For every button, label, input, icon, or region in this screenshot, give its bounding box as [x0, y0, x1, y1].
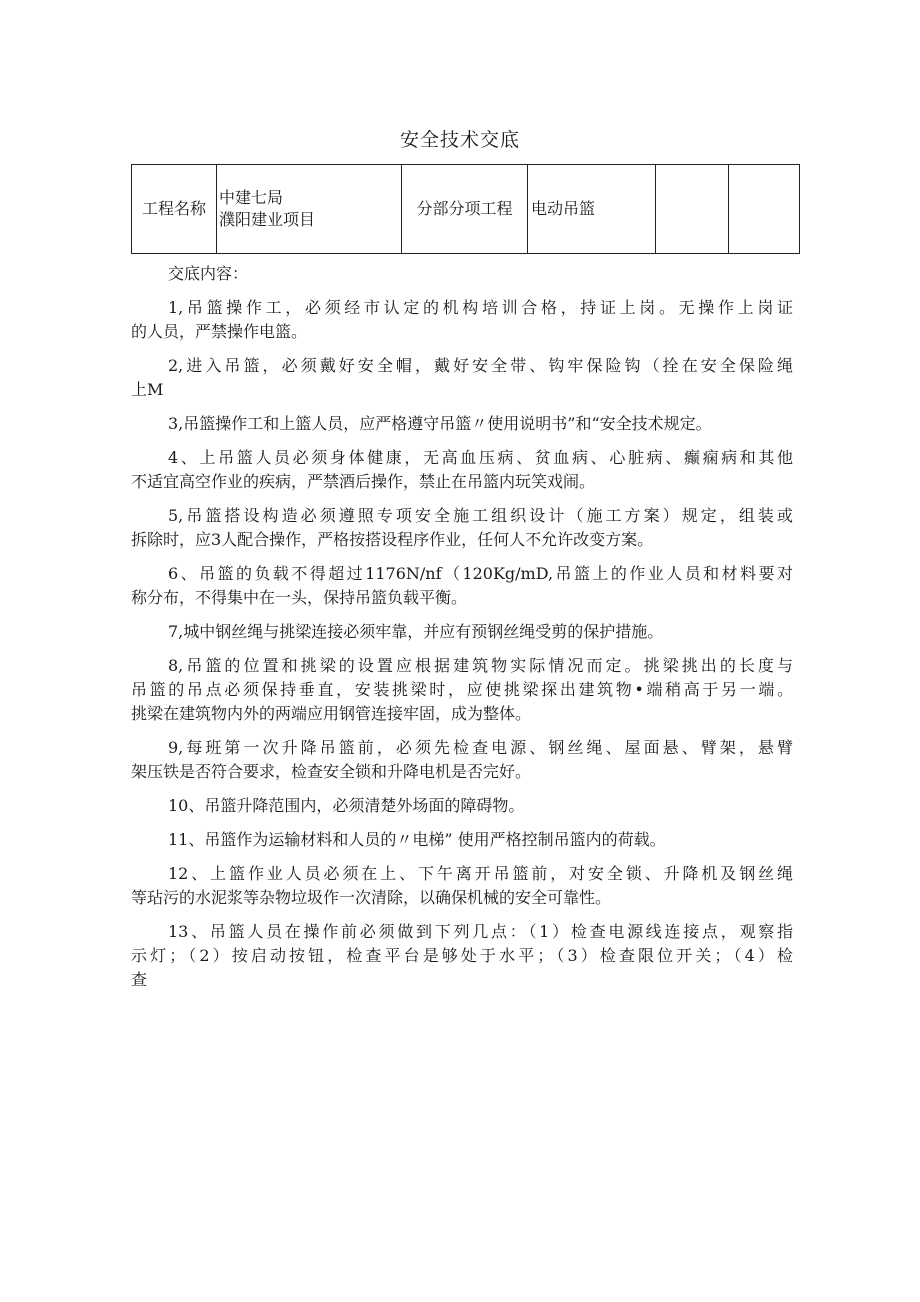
item-line: 示灯；（2）按启动按钮，检查平台是够处于水平；（3）检查限位开关；（4）检	[131, 946, 793, 965]
project-info-table	[131, 164, 800, 254]
item-line: 3,吊篮操作工和上篮人员，应严格遵守吊篮〃使用说明书”和“安全技术规定。	[168, 414, 712, 433]
list-item	[131, 794, 793, 818]
empty-cell-2	[729, 165, 800, 254]
list-item	[131, 504, 793, 552]
division-value: 电动吊篮	[528, 165, 656, 254]
item-line: 上M	[131, 380, 164, 399]
item-line: 架压铁是否符合要求，检查安全锁和升降电机是否完好。	[131, 762, 532, 781]
list-item	[131, 446, 793, 494]
division-label: 分部分项工程	[402, 165, 528, 254]
item-line: 13、吊篮人员在操作前必须做到下列几点：（1）检查电源线连接点，观察指	[168, 922, 793, 941]
item-line: 等玷污的水泥浆等杂物垃圾作一次清除，以确保机械的安全可靠性。	[131, 888, 612, 907]
item-line: 6、吊篮的负载不得超过1176N/nf（120Kg/mD,吊篮上的作业人员和材料要对	[168, 564, 793, 583]
item-line: 10、吊篮升降范围内，必须清楚外场面的障碍物。	[168, 796, 525, 815]
item-line: 5,吊篮搭设构造必须遵照专项安全施工组织设计（施工方案）规定，组装或	[168, 506, 793, 525]
item-line: 4、上吊篮人员必须身体健康，无高血压病、贫血病、心脏病、癫痫病和其他	[168, 448, 793, 467]
item-line: 拆除时，应3人配合操作，严格按搭设程序作业，任何人不允许改变方案。	[131, 530, 654, 549]
item-list	[131, 296, 793, 992]
item-line: 1,吊篮操作工，必须经市认定的机构培训合格，持证上岗。无操作上岗证	[168, 298, 793, 317]
item-line: 7,城中钢丝绳与挑梁连接必须牢靠，并应有预钢丝绳受剪的保护措施。	[168, 622, 664, 641]
project-name-line1: 中建七局	[219, 188, 284, 207]
project-name-value	[217, 165, 402, 254]
list-item	[131, 862, 793, 910]
item-line: 查	[131, 970, 148, 989]
list-item	[131, 828, 793, 852]
list-item	[131, 620, 793, 644]
list-item	[131, 920, 793, 992]
list-item	[131, 296, 793, 344]
item-line: 吊篮的吊点必须保持垂直，安装挑梁时，应使挑梁探出建筑物•端稍高于另一端。	[131, 680, 793, 699]
list-item	[131, 654, 793, 726]
item-line: 的人员，严禁操作电篮。	[131, 322, 308, 341]
item-line: 2,进入吊篮，必须戴好安全帽，戴好安全带、钩牢保险钩（拴在安全保险绳	[168, 356, 793, 375]
list-item	[131, 354, 793, 402]
item-line: 不适宜高空作业的疾病，严禁酒后操作，禁止在吊篮内玩笑戏闹。	[131, 472, 596, 491]
item-line: 9,每班第一次升降吊篮前，必须先检查电源、钢丝绳、屋面悬、臂架，悬臂	[168, 738, 793, 757]
project-name-label: 工程名称	[132, 165, 217, 254]
list-item	[131, 412, 793, 436]
disclosure-content	[131, 262, 793, 1002]
empty-cell-1	[656, 165, 729, 254]
item-line: 挑梁在建筑物内外的两端应用钢管连接牢固，成为整体。	[131, 704, 532, 723]
item-line: 11、吊篮作为运输材料和人员的〃电梯” 使用严格控制吊篮内的荷载。	[168, 830, 666, 849]
list-item	[131, 562, 793, 610]
content-intro: 交底内容：	[168, 264, 249, 283]
item-line: 8,吊篮的位置和挑梁的设置应根据建筑物实际情况而定。挑梁挑出的长度与	[168, 656, 793, 675]
list-item	[131, 736, 793, 784]
page-title: 安全技术交底	[399, 129, 520, 151]
project-name-line2: 濮阳建业项目	[219, 210, 316, 229]
item-line: 12、上篮作业人员必须在上、下午离开吊篮前，对安全锁、升降机及钢丝绳	[168, 864, 793, 883]
item-line: 称分布，不得集中在一头，保持吊篮负载平衡。	[131, 588, 468, 607]
